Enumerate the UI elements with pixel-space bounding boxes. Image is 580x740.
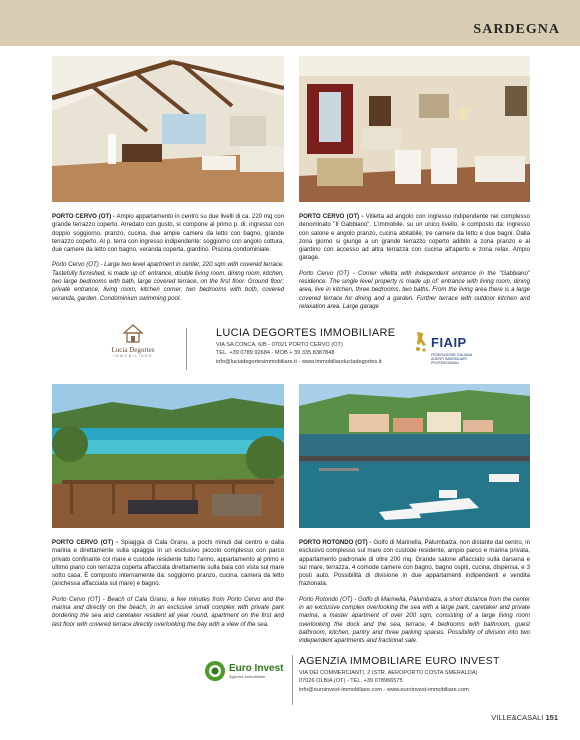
listing-3-lead: PORTO CERVO (OT) -: [52, 539, 119, 546]
lucia-logo-sub: IMMOBILIARE: [112, 354, 154, 358]
euro-invest-logo: [204, 660, 286, 682]
photo-living-room-classic: [299, 56, 530, 202]
house-icon: [122, 322, 144, 344]
agency1-phone: TEL. +39 0789 92684 - MOB + 39 335 8387848: [216, 350, 335, 357]
listing-1-it: Ampio appartamento in centro su due livelli di ca. 220 mq con grande terrazzo coperto. Arredato con gusto, si compone al primo p. di: ingresso con doppio soggiorno, pranzo, cucina, due ampie camere da letto con bagno, grande terrazzo coperto. Al p. terra con ingresso indipendente: soggiorno con angolo cottura, due camere da letto con bagno, veranda coperta, giardino. Piscina condominiale.: [52, 213, 284, 254]
listing-2-it: Villetta ad angolo con ingresso indipendente nel complesso denominato "Il Gabbiano". L'immobile, su un unico livello, è composto da: ingresso con salone e angolo pranzo, cucina abitabile, tre camere da letto e due bagni. Dalla zona giorno si giunge a un grande terrazzo coperto adibito a zona pranzo e al giardino con accesso ad altra terrazza con cucina all'aperto e zona relax. Ampio garage.: [299, 213, 530, 262]
listing-1-en: Porto Cervo (OT) - Large two level apartment in center, 220 sqm with covered terrace. Tastefully furnished, is made up of: entrance, double living room, dining room, kitchen, two large bedrooms with bath, large covered terrace, on the first floor. Ground floor: private entrance, living room, kitchen corner, two bedrooms with both, covered veranda, garden. Condominium swimming pool.: [52, 261, 284, 302]
listing-3-text: [52, 539, 284, 629]
agency1-block: [216, 327, 396, 366]
listing-4-en: Porto Rotondo (OT) - Golfo di Marinella, Palumbalza, a short distance from the center in an exclusive complex overlooking the sea with a large park, caretaker and private marina, a master apartment of over 200 sqm, consisting of a large living room overlooking the dock and the sea, terrace, 4 bedrooms with bathroom, guest bathroom, kitchen, pantry and three parking spaces. Possibility of division into two independent apartments and fractional sale.: [299, 595, 530, 645]
agency1-name: LUCIA DEGORTES IMMOBILIARE: [216, 327, 396, 339]
listing-3-en: Porto Cervo (OT) - Beach of Cala Granu, a few minutes from Porto Cervo and the marina and directly on the beach, in an exclusive small complex with private park bordering the sea and caretaker resident all year round, apartment on the first and last floor with covered terrace directly overlooking the bay with a view of the sea.: [52, 595, 284, 628]
agency1-address: VIA SA CONCA, 6/B - 07021 PORTO CERVO (OT): [216, 342, 343, 348]
photo-living-room-beams: [52, 56, 284, 202]
section-title: SARDEGNA: [473, 22, 560, 37]
listing-1-text: [52, 213, 284, 303]
agency2-address: VIA DEI COMMERCIANTI, 2 (STR. AEROPORTO COSTA SMERALDA): [299, 670, 478, 676]
agency1-divider: [186, 328, 187, 370]
listing-4-text: [299, 539, 530, 646]
agency1-web[interactable]: info@luciadegortesimmobiliare.it - www.immobiliareluciadegortes.it: [216, 358, 382, 365]
magazine-name: VILLE&CASALI: [491, 713, 544, 722]
agency2-name: AGENZIA IMMOBILIARE EURO INVEST: [299, 655, 500, 667]
agency2-phone: 07026 OLBIA (OT) - TEL. +39 078966575: [299, 678, 403, 685]
listing-2-lead: PORTO CERVO (OT) -: [299, 213, 364, 220]
fiaip-line2: AGENTI IMMOBILIARI: [431, 357, 467, 361]
listing-3-it: Spiaggia di Cala Granu, a pochi minuti dal centro e dalla marina e direttamente sulla spiaggia in un esclusivo piccolo complesso con parco privato confinante col mare e custode residente tutto l'anno, appartamento al primo e ultimo piano con terrazza coperta affacciata direttamente sulla baia con vista sul mare sotto casa. È composto internamente da: soggiorno pranzo, cucina, camera da letto (anchessa affacciata sul mare) e bagno.: [52, 539, 284, 588]
fiaip-name: FIAIP: [431, 334, 467, 350]
fiaip-badge: [414, 331, 488, 365]
page-number: 151: [545, 713, 558, 722]
agency2-web[interactable]: info@euroinvest-immobiliare.com - www.euroinvest-immobiliare.com: [299, 686, 469, 693]
listing-2-text: [299, 213, 530, 311]
page-footer: [491, 713, 558, 722]
fiaip-line3: PROFESSIONALI: [431, 361, 460, 365]
photo-terrace-sea-view: [52, 384, 284, 528]
listing-2-en: Porto Cervo (OT) - Corner villetta with independent entrance in the "Gabbiano" residence. The single level property is made up of: entrance with living room, dining area, live in kitchen, three bedrooms, two baths. From the living area there is a large covered terrace for dining and a garden. Further terrace with outdoor kitchen and relaxation area. Large garage: [299, 269, 530, 310]
agency2-divider: [292, 655, 293, 705]
listing-4-it: Golfo di Marinella, Palumbalza, non distante dal centro, in esclusivo complesso sul mare con custode residente, ampio parco e marina privata, appartamento padronale di oltre 200 mq. Grande salone affacciato sulla darsena e sul mare, terrazza, 4 comode camere con bagno, bagno ospiti, cucina, dispensa, e 3 posti auto. Possibilità di divisione in due appartamenti indipendenti e vendita frazionata.: [299, 539, 530, 588]
euro-invest-name: Euro Invest: [229, 663, 284, 674]
euro-invest-sub: Agenzia Immobiliare: [229, 674, 266, 679]
euro-invest-emblem-icon: [204, 660, 226, 682]
listing-4-lead: PORTO ROTONDO (OT) -: [299, 539, 372, 546]
agency2-block: [299, 655, 530, 694]
lucia-logo-name: Lucia Degortes: [111, 346, 155, 354]
listing-1-lead: PORTO CERVO (OT) -: [52, 213, 116, 220]
fiaip-line1: FEDERAZIONE ITALIANA: [431, 353, 473, 357]
photo-marina: [299, 384, 530, 528]
lucia-degortes-logo: [98, 322, 168, 358]
italy-map-icon: [414, 331, 428, 353]
